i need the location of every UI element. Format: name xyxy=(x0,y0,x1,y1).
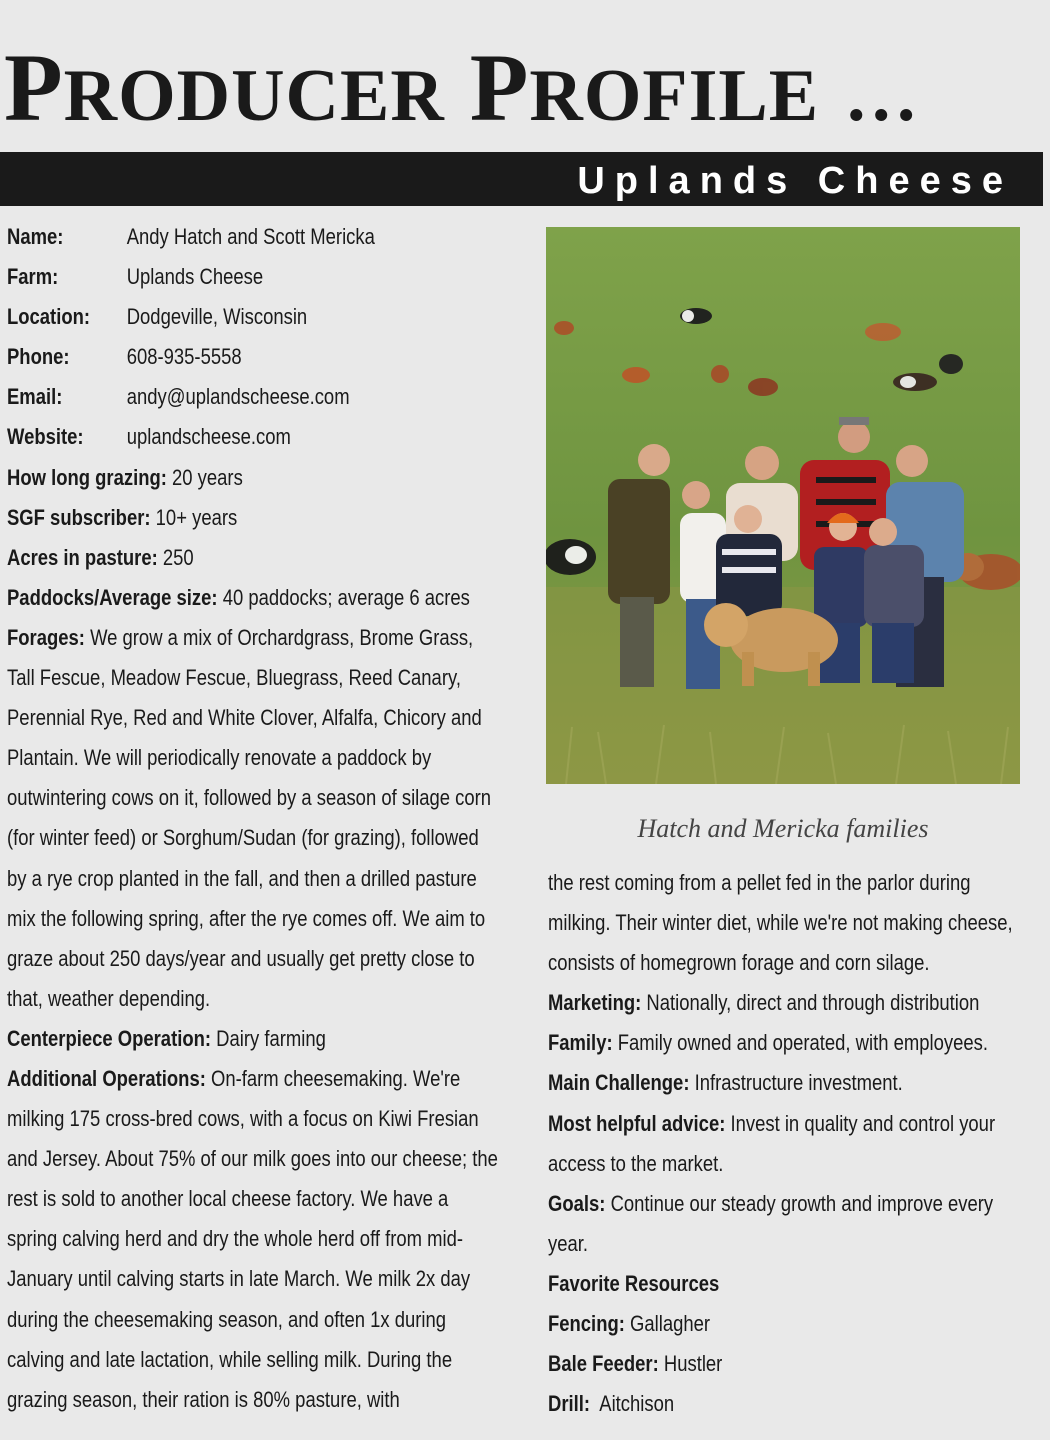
right-column xyxy=(548,863,1032,1424)
page-title xyxy=(4,34,920,144)
left-column xyxy=(7,217,501,1420)
profile-row-bale-feeder: Bale Feeder: Hustler xyxy=(548,1351,723,1377)
profile-row-sgf: SGF subscriber: 10+ years xyxy=(7,504,238,530)
profile-row-fencing: Fencing: Gallagher xyxy=(548,1311,711,1337)
family-photo xyxy=(546,227,1020,784)
profile-goals: Goals: Continue our steady growth and improve every year. xyxy=(548,1190,994,1256)
profile-forages: Forages: We grow a mix of Orchardgrass, Brome Grass, Tall Fescue, Meadow Fescue, Bluegrass, Reed Canary, Perennial Rye, Red and White Clover, Alfalfa, Chicory and Plantain. We will periodically renovate a paddock by outwintering cows on it, followed by a season of silage corn (for winter feed) or Sorghum/Sudan (for grazing), followed by a rye crop planted in the fall, and then a drilled pasture mix the following spring, after the rye comes off. We aim to graze about 250 days/year and usually get pretty close to that, weather depending. xyxy=(7,624,492,1011)
banner-title: Uplands Cheese xyxy=(577,160,1013,202)
profile-row-drill: Drill: Aitchison xyxy=(548,1391,675,1417)
profile-continued: the rest coming from a pellet fed in the parlor during milking. Their winter diet, while we're not making cheese, consists of homegrown forage and corn silage. xyxy=(548,870,1013,976)
title-word-1: RODUCER xyxy=(63,55,445,137)
title-initial-1: P xyxy=(4,34,64,141)
profile-resources-heading: Favorite Resources xyxy=(548,1270,720,1296)
profile-advice: Most helpful advice: Invest in quality and control your access to the market. xyxy=(548,1110,996,1176)
title-word-2: ROFILE xyxy=(529,55,820,137)
profile-row-website: Website: uplandscheese.com xyxy=(7,424,291,450)
profile-row-grazing: How long grazing: 20 years xyxy=(7,464,243,490)
title-initial-2: P xyxy=(469,34,530,141)
profile-row-location: Location: Dodgeville, Wisconsin xyxy=(7,304,308,330)
banner-bar xyxy=(0,152,1043,206)
profile-row-farm: Farm: Uplands Cheese xyxy=(7,264,264,290)
profile-row-paddocks: Paddocks/Average size: 40 paddocks; average 6 acres xyxy=(7,584,470,610)
profile-row-email: Email: andy@uplandscheese.com xyxy=(7,384,350,410)
profile-row-acres: Acres in pasture: 250 xyxy=(7,544,194,570)
profile-additional: Additional Operations: On-farm cheesemaking. We're milking 175 cross-bred cows, with a focus on Kiwi Fresian and Jersey. About 75% of our milk goes into our cheese; the rest is sold to another local cheese factory. We have a spring calving herd and dry the whole herd off from mid-January until calving starts in late March. We milk 2x day during the cheesemaking season, and often 1x during calving and late lactation, while selling milk. During the grazing season, their ration is 80% pasture, with xyxy=(7,1065,498,1412)
photo-caption: Hatch and Mericka families xyxy=(637,814,929,843)
profile-row-challenge: Main Challenge: Infrastructure investment. xyxy=(548,1070,903,1096)
profile-row-family: Family: Family owned and operated, with employees. xyxy=(548,1030,988,1056)
profile-row-centerpiece: Centerpiece Operation: Dairy farming xyxy=(7,1025,326,1051)
profile-row-marketing: Marketing: Nationally, direct and through distribution xyxy=(548,990,980,1016)
profile-row-name: Name: Andy Hatch and Scott Mericka xyxy=(7,224,375,249)
title-ellipsis: … xyxy=(844,55,920,137)
family-photo-illustration xyxy=(546,227,1020,784)
profile-row-phone: Phone: 608-935-5558 xyxy=(7,344,242,370)
